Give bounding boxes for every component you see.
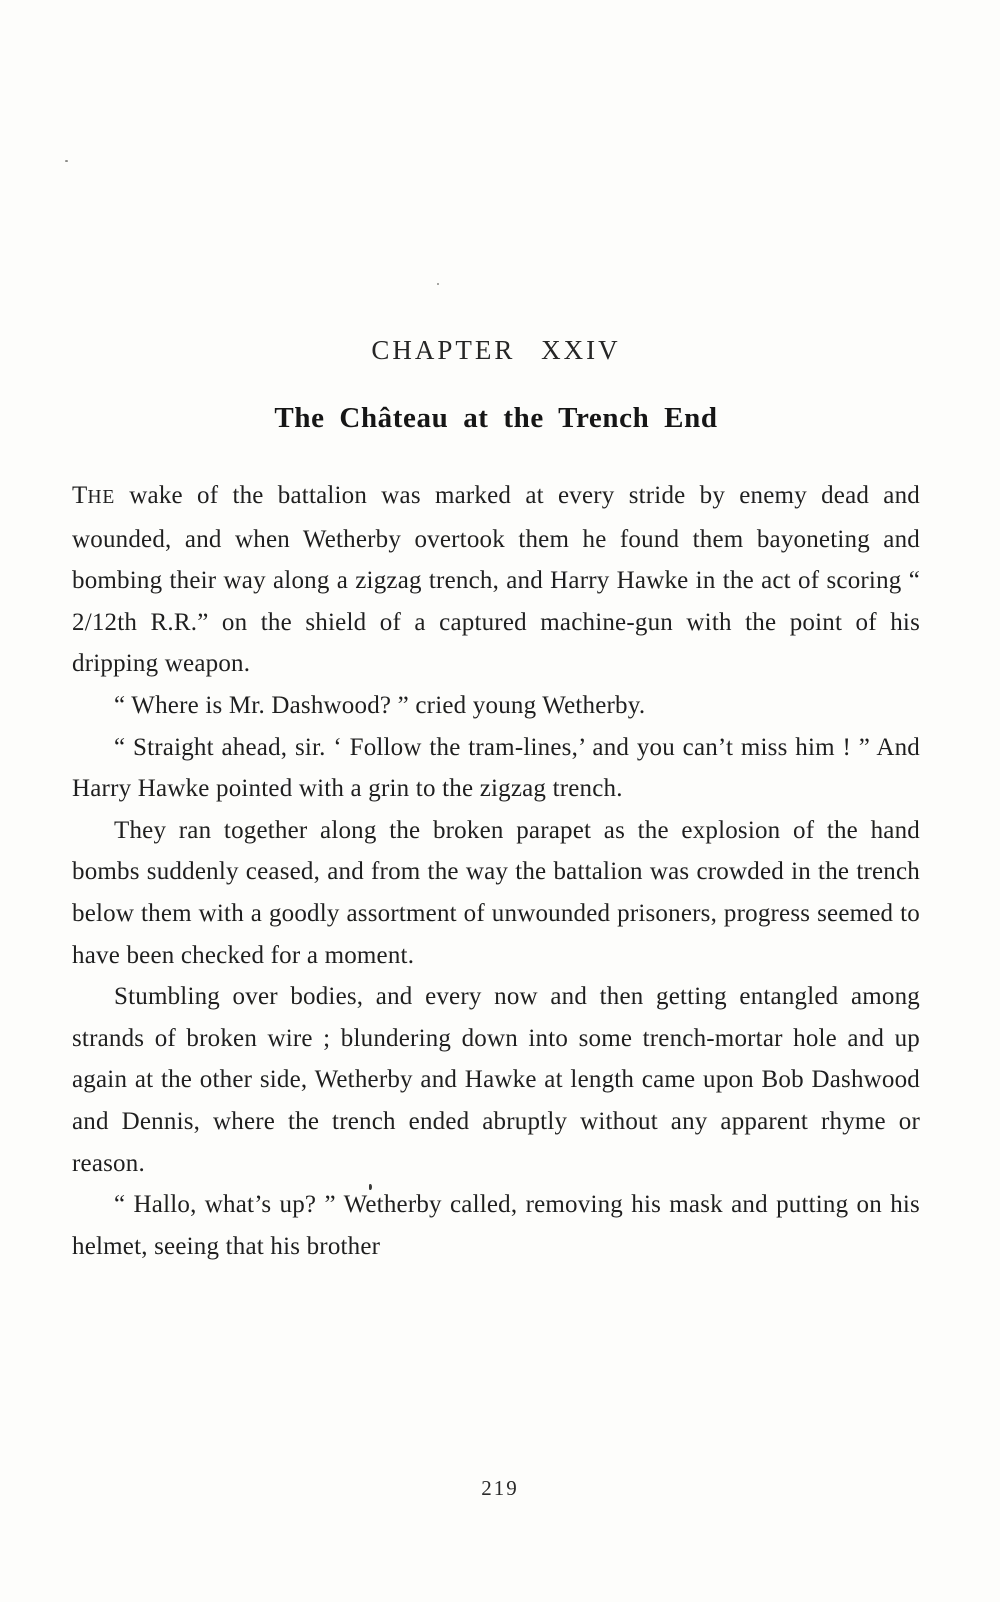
paragraph: “ Where is Mr. Dashwood? ” cried young Wetherby.	[114, 691, 646, 719]
page-number: 219	[481, 1476, 519, 1500]
paragraph: Stumbling over bodies, and every now and then getting entangled among strands of broken wire ; blundering down into some trench-mortar hole and up again at the other side, Wetherby and Hawke at length came upon Bob Dashwood and Dennis, where the trench ended abruptly without any apparent rhyme or reason.	[72, 983, 920, 1177]
paragraph: “ Straight ahead, sir. ‘ Follow the tram-lines,’ and you can’t miss him ! ” And Harry Hawke pointed with a grin to the zigzag trench.	[72, 733, 920, 803]
scan-speck	[369, 1184, 372, 1190]
chapter-title: The Château at the Trench End	[274, 402, 718, 434]
scan-speck	[65, 160, 68, 162]
paragraph: They ran together along the broken parapet as the explosion of the hand bombs suddenly ceased, and from the way the battalion was crowded in the trench below them with a goodly assortment of unwounded prisoners, progress seemed to have been checked for a moment.	[72, 816, 920, 969]
paragraph: “ Hallo, what’s up? ” Wetherby called, removing his mask and putting on his helmet, seeing that his brother	[72, 1191, 920, 1260]
paragraph	[72, 475, 920, 685]
chapter-heading: CHAPTER XXIV	[371, 335, 621, 365]
scan-speck	[437, 283, 439, 285]
body-text	[72, 475, 920, 1267]
paragraph-text: wake of the battalion was marked at every stride by enemy dead and wounded, and when Wetherby overtook them he found them bayoneting and bombing their way along a zigzag trench, and Harry Hawke in the act of scoring “ 2/12th R.R.” on the shield of a captured machine-gun with the point of his dripping weapon.	[72, 482, 920, 678]
lead-small-caps: HE	[87, 487, 116, 508]
lead-capital: T	[72, 482, 88, 509]
